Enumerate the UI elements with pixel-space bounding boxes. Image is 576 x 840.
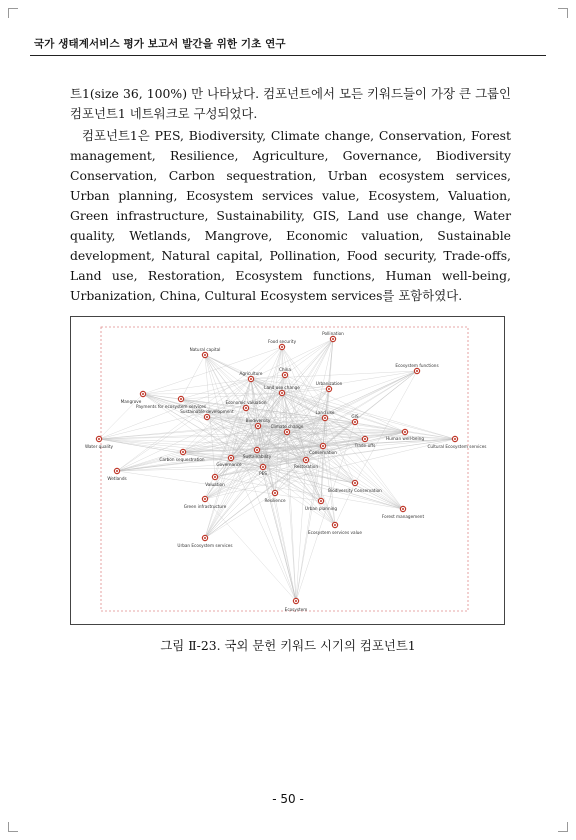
node-mangrove: [121, 391, 146, 404]
node-label: Resilience: [264, 498, 286, 503]
node-marker-core: [328, 388, 330, 390]
node-marker-core: [295, 600, 297, 602]
network-edge: [325, 418, 403, 509]
node-marker-core: [180, 398, 182, 400]
node-label: Carbon sequestration: [159, 457, 205, 462]
node-marker-core: [404, 431, 406, 433]
node-urbanization: [316, 381, 343, 392]
node-label: Valuation: [205, 482, 225, 487]
node-marker-core: [204, 537, 206, 539]
node-label: Restoration: [294, 464, 318, 469]
node-label: Urban planning: [304, 506, 338, 511]
node-marker-core: [230, 457, 232, 459]
node-china: [279, 367, 291, 378]
header-rule: [30, 55, 546, 56]
node-marker-core: [334, 524, 336, 526]
node-valuation: [205, 474, 225, 487]
node-marker-core: [332, 338, 334, 340]
node-label: Trade-offs: [354, 443, 376, 448]
network-edge: [143, 379, 251, 394]
node-label: Cultural Ecosystem services: [427, 444, 487, 449]
page-number: - 50 -: [272, 792, 304, 806]
node-label: Forest management: [381, 514, 425, 519]
node-label: Agriculture: [239, 371, 263, 376]
network-edge: [355, 371, 417, 483]
crop-mark-bottom-left: [8, 822, 18, 832]
node-gis: [351, 414, 358, 425]
body-paragraph-1: 트1(size 36, 100%) 만 나타났다. 컴포넌트에서 모든 키워드들이 가장 큰 그룹인 컴포넌트1 네트워크로 구성되었다.: [70, 86, 511, 121]
node-marker-core: [214, 476, 216, 478]
node-label: Natural capital: [189, 347, 221, 352]
node-label: Food security: [267, 339, 297, 344]
node-label: Conservation: [309, 450, 337, 455]
node-marker-core: [354, 421, 356, 423]
node-label: Urbanization: [315, 381, 343, 386]
node-pollination: [322, 331, 344, 342]
node-marker-core: [364, 438, 366, 440]
node-label: Sustainability: [242, 454, 272, 459]
node-label: Wetlands: [107, 476, 127, 481]
keyword-network-graph: [71, 317, 504, 624]
node-pes: [259, 464, 267, 476]
node-marker-core: [322, 445, 324, 447]
node-biodiversity-conservation: [328, 480, 382, 493]
node-label: GIS: [351, 414, 359, 419]
node-label: Climate change: [270, 424, 304, 429]
node-label: Urban Ecosystem services: [177, 543, 233, 548]
node-natural-capital: [190, 347, 221, 358]
node-marker-core: [256, 449, 258, 451]
crop-mark-bottom-right: [558, 822, 568, 832]
network-figure: [70, 316, 505, 625]
node-marker-core: [354, 482, 356, 484]
node-label: Pollination: [322, 331, 344, 336]
network-edge: [251, 339, 333, 379]
node-marker-core: [245, 407, 247, 409]
node-label: Biodiversity Conservation: [328, 488, 382, 493]
node-marker-core: [324, 417, 326, 419]
network-edge: [287, 432, 296, 601]
node-label: Ecosystem services value: [308, 530, 362, 535]
network-edge: [263, 467, 296, 601]
node-label: Payments for ecosystem services: [135, 404, 207, 409]
node-label: China: [279, 367, 291, 372]
node-label: Green infrastructure: [183, 504, 227, 509]
node-urban-es: [177, 535, 232, 548]
node-label: Biodiversity: [245, 418, 271, 423]
node-label: Human well-being: [386, 436, 424, 441]
node-marker-core: [142, 393, 144, 395]
node-marker-core: [416, 370, 418, 372]
network-nodes: [85, 331, 487, 612]
node-green-infrastructure: [184, 496, 227, 509]
node-marker-core: [274, 492, 276, 494]
node-marker-core: [320, 500, 322, 502]
node-marker-core: [402, 508, 404, 510]
node-marker-core: [257, 425, 259, 427]
node-marker-core: [454, 438, 456, 440]
node-label: Ecosystem: [284, 607, 308, 612]
figure-caption: 그림 Ⅱ-23. 국외 문헌 키워드 시기의 컴포넌트1: [160, 638, 416, 653]
crop-mark-top-right: [558, 8, 568, 18]
node-food-security: [268, 339, 297, 350]
node-marker-core: [262, 466, 264, 468]
node-marker-core: [98, 438, 100, 440]
node-conservation: [309, 443, 337, 455]
running-title: 국가 생태계서비스 평가 보고서 발간을 위한 기초 연구: [34, 38, 286, 50]
node-marker-core: [281, 392, 283, 394]
network-edge: [205, 499, 296, 601]
node-forest-management: [382, 506, 425, 519]
node-label: Sustainable development: [180, 409, 234, 414]
node-marker-core: [206, 416, 208, 418]
node-marker-core: [305, 459, 307, 461]
node-marker-core: [281, 346, 283, 348]
node-marker-core: [204, 354, 206, 356]
node-marker-core: [286, 431, 288, 433]
body-paragraph-2: 컴포넌트1은 PES, Biodiversity, Climate change, Conservation, Forest management, Resilience, Agriculture, Governance, Biodiversity Conservation, Carbon sequestration, Urban ecosystem services, Urban planning, Ecosystem services value, Ecosystem, Valuation, Green infrastructure, Sustainability, GIS, Land use change, Water quality, Wetlands, Mangrove, Economic valuation, Sustainable development, Natural capital, Pollination, Food security, Trade-offs, Land use, Restoration, Ecosystem functions, Human well-being, Urbanization, China, Cultural Ecosystem services를 포함하였다.: [70, 128, 511, 303]
node-label: Ecosystem functions: [395, 363, 439, 368]
node-ecosystem-functions: [395, 363, 438, 374]
node-label: Mangrove: [120, 399, 142, 404]
network-edge: [99, 439, 231, 458]
network-edges: [99, 339, 455, 601]
crop-mark-top-left: [8, 8, 18, 18]
node-label: Land use change: [264, 385, 300, 390]
node-marker-core: [284, 374, 286, 376]
network-edge: [285, 339, 333, 375]
node-label: PES: [259, 471, 267, 476]
node-es-value: [308, 522, 362, 535]
node-marker-core: [250, 378, 252, 380]
node-marker-core: [204, 498, 206, 500]
network-edge: [231, 458, 335, 525]
node-ecosystem: [285, 598, 308, 612]
node-label: Water quality: [84, 444, 114, 449]
network-edge: [181, 355, 205, 399]
node-label: Land use: [315, 410, 335, 415]
node-marker-core: [182, 451, 184, 453]
network-edge: [183, 426, 258, 452]
node-marker-core: [116, 470, 118, 472]
node-label: Economic valuation: [225, 400, 267, 405]
node-label: Governance: [216, 462, 242, 467]
network-edge: [181, 379, 251, 399]
